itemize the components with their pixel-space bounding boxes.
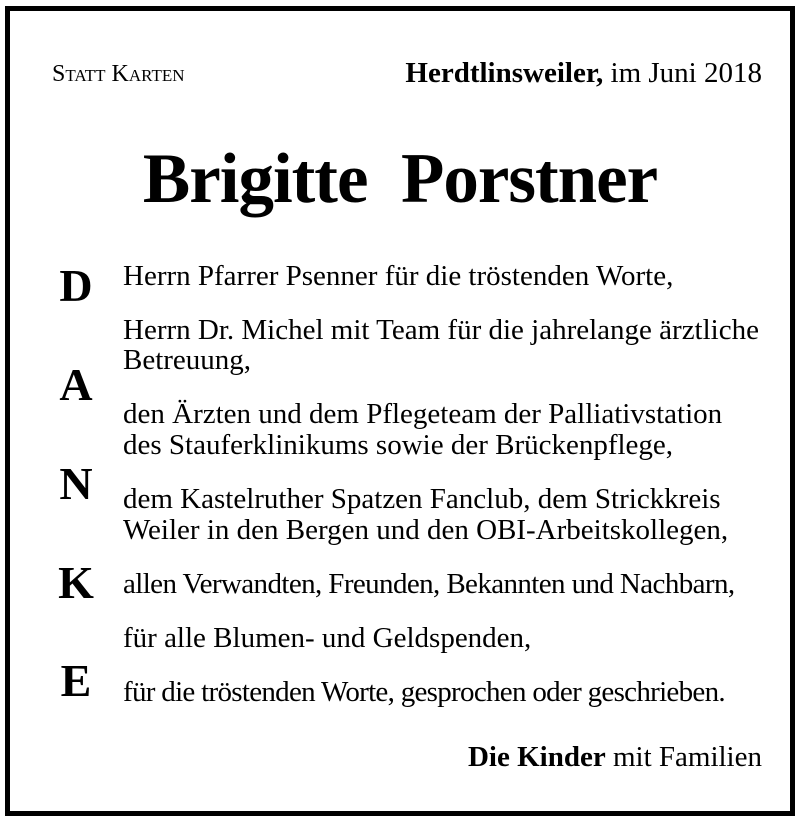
place-date-line bbox=[405, 57, 762, 90]
signature bbox=[468, 741, 762, 774]
danke-letter-e: E bbox=[60, 655, 92, 706]
thanks-line: Herrn Pfarrer Psenner für die tröstenden Worte, bbox=[123, 260, 674, 292]
danke-letter-a: A bbox=[59, 359, 93, 410]
obituary-notice bbox=[5, 6, 795, 816]
thanks-line: des Stauferklinikums sowie der Brückenpflege, bbox=[123, 429, 674, 461]
thanks-line: für alle Blumen- und Geldspenden, bbox=[123, 622, 532, 654]
danke-letter-d: D bbox=[59, 260, 93, 311]
place: Herdtlinsweiler, bbox=[405, 57, 604, 89]
danke-letter-n: N bbox=[59, 458, 93, 509]
thanks-line: Betreuung, bbox=[123, 344, 252, 376]
signature-rest: mit Familien bbox=[612, 741, 762, 773]
thanks-line: für die tröstenden Worte, gesprochen oder geschrieben. bbox=[123, 676, 725, 708]
danke-letter-k: K bbox=[58, 557, 94, 608]
thanks-line: den Ärzten und dem Pflegeteam der Palliativstation bbox=[123, 398, 723, 430]
thanks-line: dem Kastelruther Spatzen Fanclub, dem Strickkreis bbox=[123, 483, 721, 515]
date: im Juni 2018 bbox=[610, 57, 762, 89]
statt-karten-label: Statt Karten bbox=[52, 61, 185, 87]
thanks-line: Herrn Dr. Michel mit Team für die jahrelange ärztliche bbox=[123, 314, 759, 346]
deceased-name: Brigitte Porstner bbox=[142, 140, 658, 218]
signature-bold: Die Kinder bbox=[467, 741, 606, 773]
thanks-line: allen Verwandten, Freunden, Bekannten und Nachbarn, bbox=[123, 568, 735, 600]
thanks-line: Weiler in den Bergen und den OBI-Arbeitskollegen, bbox=[123, 514, 729, 546]
